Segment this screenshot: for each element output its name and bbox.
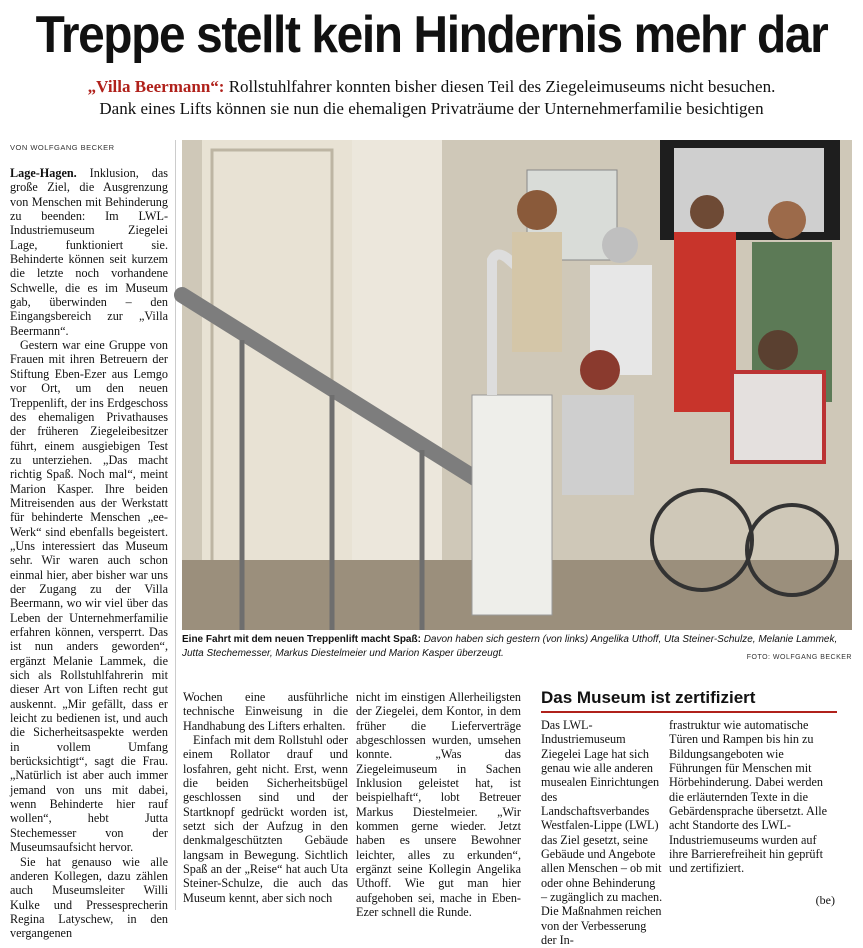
headline: Treppe stellt kein Hindernis mehr dar	[35, 6, 828, 64]
article-paragraph: Gestern war eine Gruppe von Frauen mit ihren Betreuern der Stiftung Eben-Ezer aus Lemgo vor Ort, um den neuen Treppenlift, der ins Erdgeschoss des ehemaligen Privathauses der früheren Ziegeleibesitzer führt, einem ausgiebigen Test zu unterziehen. „Das macht richtig Spaß. Noch mal“, meint Marion Kasper. Ihre beiden Mitreisenden aus der Werkstatt für behinderte Menschen „ee-Werk“ sind ebenfalls begeistert. „Uns interessiert das Museum sehr. Wir waren auch schon einmal hier, aber bisher war uns der Zugang zu der Villa Beermann, wo wir viel über das Leben der Unternehmerfamilie erfahren können, versperrt. Das ist nun anders geworden“, ergänzt Melanie Lammek, die sich als Rollstuhlfahrerin mit dieser Art von Liften recht gut auskennt. „Mir gefällt, dass er leicht zu bedienen ist, und auch die Sicherheitsaspekte werden in vollem Umfang berücksichtigt“, sagt die Frau. „Natürlich ist aber auch immer jemand von uns mit dabei, wenn Behinderte hier rauf wollen“, hebt Jutta Stechemesser von der Museumsaufsicht hervor.	[10, 338, 168, 855]
article-paragraph	[10, 166, 168, 338]
photo-credit: FOTO: WOLFGANG BECKER	[746, 654, 852, 661]
subline-2: Dank eines Lifts können sie nun die ehemaligen Privaträume der Unternehmerfamilie besichtigen	[99, 99, 764, 118]
sidebar-paragraph: Das LWL-Industriemuseum Ziegelei Lage hat sich genau wie alle anderen musealen Einrichtungen des Landschaftsverbandes Westfalen-Lippe (LWL) das Ziel gesetzt, seine Gebäude und Angebote allen Menschen – ob mit oder ohne Behinderung – zugänglich zu machen. Die Maßnahmen reichen von der Verbesserung der In-	[541, 718, 663, 948]
caption-text: Davon haben sich gestern (von links) Angelika Uthoff, Uta Steiner-Schulze, Melanie Lammek, Jutta Stechemesser, Markus Diestelmeier und Marion Kasper überzeugt.	[182, 634, 838, 659]
article-column-1	[10, 166, 168, 941]
article-photo	[182, 140, 852, 630]
subline-1	[0, 76, 863, 98]
article-paragraph: Wochen eine ausführliche technische Einweisung in die Handhabung des Lifters erhalten.	[183, 690, 348, 733]
dateline: Lage-Hagen.	[10, 166, 77, 180]
sidebar-signature: (be)	[815, 893, 835, 907]
person-red-jacket	[674, 232, 736, 412]
article-column-3	[356, 690, 521, 920]
stairlift	[472, 395, 552, 615]
sidebar-paragraph: frastruktur wie automatische Türen und Rampen bis hin zu Bildungsangeboten wie Führungen für Menschen mit Hörbehinderung. Dabei werden die erläuternden Texte in die Gebärdensprache übersetzt. Alle acht Standorte des LWL-Industriemuseums wurden auf ihre Barrierefreiheit hin geprüft und zertifiziert.	[669, 718, 828, 876]
article-column-2	[183, 690, 348, 910]
column-divider	[175, 140, 176, 910]
sidebar-title: Das Museum ist zertifiziert	[541, 688, 756, 707]
byline: VON WOLFGANG BECKER	[10, 143, 115, 152]
caption-lead: Eine Fahrt mit dem neuen Treppenlift macht Spaß:	[182, 634, 421, 645]
paragraph-text: Inklusion, das große Ziel, die Ausgrenzung von Menschen mit Behinderung zu beenden: Im LWL-Industriemuseum Ziegelei Lage, funktioniert sie. Behinderte können seit kurzem die letzte noch vorhandene Schwelle, die es im Museum gab, überwinden – den Eingangsbereich zur „Villa Beermann“.	[10, 166, 168, 338]
subline-line1: Rollstuhlfahrer konnten bisher diesen Teil des Ziegeleimuseums nicht besuchen.	[224, 77, 776, 96]
sidebar-rule	[541, 711, 837, 713]
sidebar-column-1	[541, 718, 663, 948]
article-paragraph: nicht im einstigen Allerheiligsten der Ziegelei, dem Kontor, in dem früher die Lieferverträge abgeschlossen wurden, umsehen konnte. „Was das Ziegeleimuseum in Sachen Inklusion geleistet hat, ist beispielhaft“, lobt Betreuer Markus Diestelmeier. „Wir kommen gerne wieder. Jetzt haben es unsere Bewohner leichter, alles zu erkunden“, ergänzt seine Kollegin Angelika Uthoff. Wie gut man hier aufgehoben sei, mache in Eben-Ezer schnell die Runde.	[356, 690, 521, 920]
photo-illustration	[182, 140, 852, 630]
article-paragraph: Sie hat genauso wie alle anderen Kollegen, dazu zählen auch Museumsleiter Willi Kulke und Pressesprecherin Regina Latyschew, in den vergangenen	[10, 854, 168, 941]
article-paragraph: Einfach mit dem Rollstuhl oder einem Rollator drauf und losfahren, geht nicht. Erst, wenn die beiden Sicherheitsbügel geschlossen sind und der Startknopf gedrückt worden ist, setzt sich der Aufzug in den denkmalgeschützten Gebäude langsam in Bewegung. Sichtlich Spaß an der „Reise“ hat auch Uta Steiner-Schulze, die auch das Museum kennt, aber sich noch	[183, 733, 348, 905]
sidebar-column-2	[669, 718, 837, 908]
subline-kicker: „Villa Beermann“:	[87, 77, 225, 96]
